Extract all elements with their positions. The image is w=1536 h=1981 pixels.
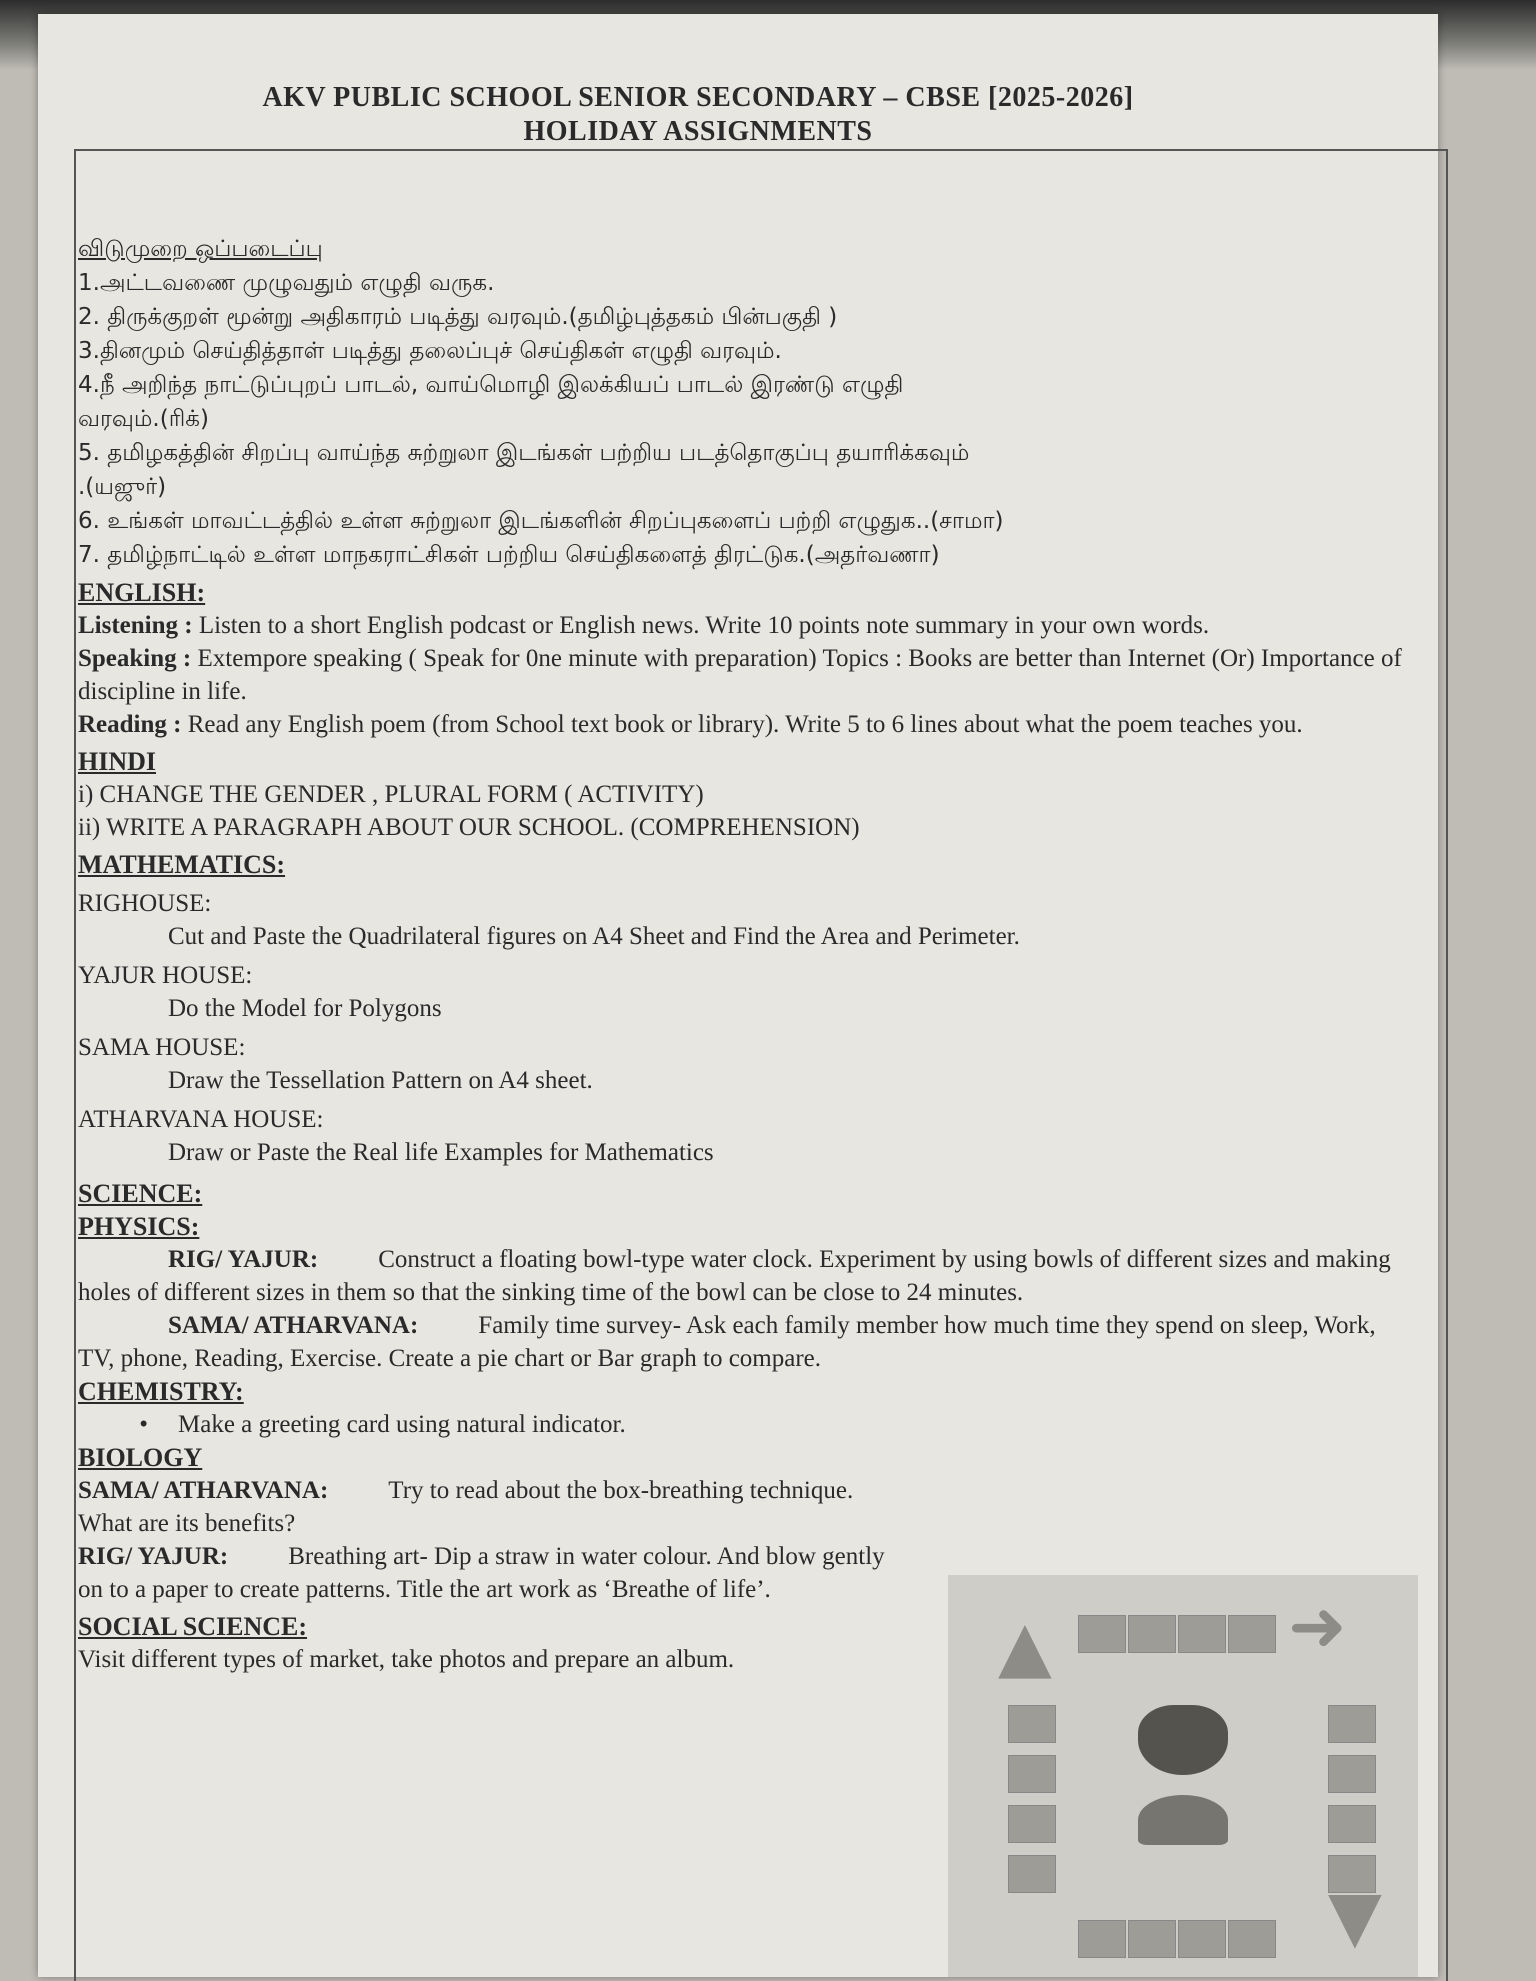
count-tile: [1328, 1755, 1376, 1793]
speaking-task: Speaking : Extempore speaking ( Speak for 0ne minute with preparation) Topics : Books are better than Internet (Or) Importance of discipline in life.: [78, 645, 1402, 705]
reading-task: Reading : Read any English poem (from School text book or library). Write 5 to 6 lines about what the poem teaches you.: [78, 711, 1303, 738]
hindi-section: [78, 745, 1428, 844]
chemistry-item: • Make a greeting card using natural indicator.: [78, 1408, 1428, 1441]
tamil-item: வரவும்.(ரிக்): [78, 406, 209, 432]
hindi-item: ii) WRITE A PARAGRAPH ABOUT OUR SCHOOL. (COMPREHENSION): [78, 814, 860, 841]
count-tile: [1228, 1615, 1276, 1653]
count-tile: [1328, 1705, 1376, 1743]
tamil-heading: விடுமுறை ஒப்படைப்பு: [78, 236, 323, 262]
arrow-right-icon: ➜: [1288, 1585, 1347, 1667]
count-tile: [1178, 1920, 1226, 1958]
science-section: [78, 1177, 1428, 1606]
count-tile: [1128, 1615, 1176, 1653]
maths-house-task: Do the Model for Polygons: [168, 995, 442, 1022]
physics-heading: PHYSICS:: [78, 1212, 200, 1241]
physics-sama-task: SAMA/ ATHARVANA: Family time survey- Ask each family member how much time they spend on sleep, Work, TV, phone, Reading, Exercise. Create a pie chart or Bar graph to compare.: [78, 1312, 1376, 1372]
maths-house-task: Cut and Paste the Quadrilateral figures on A4 Sheet and Find the Area and Perimeter.: [168, 923, 1020, 950]
biology-sama-task: SAMA/ ATHARVANA: Try to read about the box-breathing technique. What are its benefits?: [78, 1477, 854, 1537]
hindi-heading: HINDI: [78, 747, 157, 776]
count-tile: [1008, 1705, 1056, 1743]
arrow-down-icon: ▼: [1328, 1875, 1382, 1957]
assignment-content: [78, 232, 1428, 1676]
count-tile: [1328, 1805, 1376, 1843]
tamil-section: [78, 232, 1428, 572]
count-tile: [1008, 1855, 1056, 1893]
maths-house-task: Draw or Paste the Real life Examples for Mathematics: [168, 1139, 714, 1166]
english-heading: ENGLISH:: [78, 578, 206, 607]
meditating-person-icon: [1138, 1795, 1228, 1845]
bullet-icon: •: [139, 1411, 148, 1438]
box-breathing-illustration: [948, 1575, 1418, 1977]
count-tile: [1078, 1920, 1126, 1958]
count-tile: [1178, 1615, 1226, 1653]
count-tile: [1128, 1920, 1176, 1958]
maths-house-name: SAMA HOUSE:: [78, 1034, 246, 1061]
count-tile: [1228, 1920, 1276, 1958]
school-title: AKV PUBLIC SCHOOL SENIOR SECONDARY – CBSE [2025-2026]: [262, 82, 1134, 113]
maths-house-name: YAJUR HOUSE:: [78, 962, 253, 989]
arrow-up-icon: ▲: [998, 1605, 1052, 1687]
physics-rig-task: RIG/ YAJUR: Construct a floating bowl-type water clock. Experiment by using bowls of different sizes and making holes of different sizes in them so that the sinking time of the bowl can be close to 24 minutes.: [78, 1246, 1391, 1306]
page-title: HOLIDAY ASSIGNMENTS: [523, 116, 873, 147]
tamil-item: 6. உங்கள் மாவட்டத்தில் உள்ள சுற்றுலா இடங்களின் சிறப்புகளைப் பற்றி எழுதுக..(சாமா): [78, 508, 1004, 534]
tamil-item: 7. தமிழ்நாட்டில் உள்ள மாநகராட்சிகள் பற்றிய செய்திகளைத் திரட்டுக.(அதர்வணா): [78, 542, 940, 568]
count-tile: [1078, 1615, 1126, 1653]
english-section: [78, 576, 1428, 741]
count-tile: [1008, 1805, 1056, 1843]
tamil-item: 1.அட்டவணை முழுவதும் எழுதி வருக.: [78, 270, 495, 296]
tamil-item: 5. தமிழகத்தின் சிறப்பு வாய்ந்த சுற்றுலா இடங்கள் பற்றிய படத்தொகுப்பு தயாரிக்கவும்: [78, 440, 970, 466]
social-task: Visit different types of market, take photos and prepare an album.: [78, 1646, 735, 1673]
listening-task: Listening : Listen to a short English podcast or English news. Write 10 points note summary in your own words.: [78, 612, 1210, 639]
tamil-item: .(யஜுர்): [78, 474, 167, 500]
maths-house-name: ATHARVANA HOUSE:: [78, 1106, 324, 1133]
count-tile: [1008, 1755, 1056, 1793]
tamil-item: 3.தினமும் செய்தித்தாள் படித்து தலைப்புச் செய்திகள் எழுதி வரவும்.: [78, 338, 782, 364]
maths-house-task: Draw the Tessellation Pattern on A4 sheet.: [168, 1067, 593, 1094]
chemistry-heading: CHEMISTRY:: [78, 1377, 244, 1406]
maths-heading: MATHEMATICS:: [78, 850, 286, 879]
social-heading: SOCIAL SCIENCE:: [78, 1612, 308, 1641]
biology-rig-task: RIG/ YAJUR: Breathing art- Dip a straw in water colour. And blow gently on to a paper to create patterns. Title the art work as ‘Breathe of life’.: [78, 1543, 885, 1603]
hindi-item: i) CHANGE THE GENDER , PLURAL FORM ( ACTIVITY): [78, 781, 704, 808]
biology-heading: BIOLOGY: [78, 1443, 203, 1472]
lungs-icon: [1138, 1705, 1228, 1775]
tamil-item: 2. திருக்குறள் மூன்று அதிகாரம் படித்து வரவும்.(தமிழ்புத்தகம் பின்பகுதி ): [78, 304, 838, 330]
maths-section: [78, 848, 1428, 1169]
tamil-item: 4.நீ அறிந்த நாட்டுப்புறப் பாடல், வாய்மொழி இலக்கியப் பாடல் இரண்டு எழுதி: [78, 372, 904, 398]
maths-house-name: RIGHOUSE:: [78, 890, 212, 917]
science-heading: SCIENCE:: [78, 1179, 203, 1208]
